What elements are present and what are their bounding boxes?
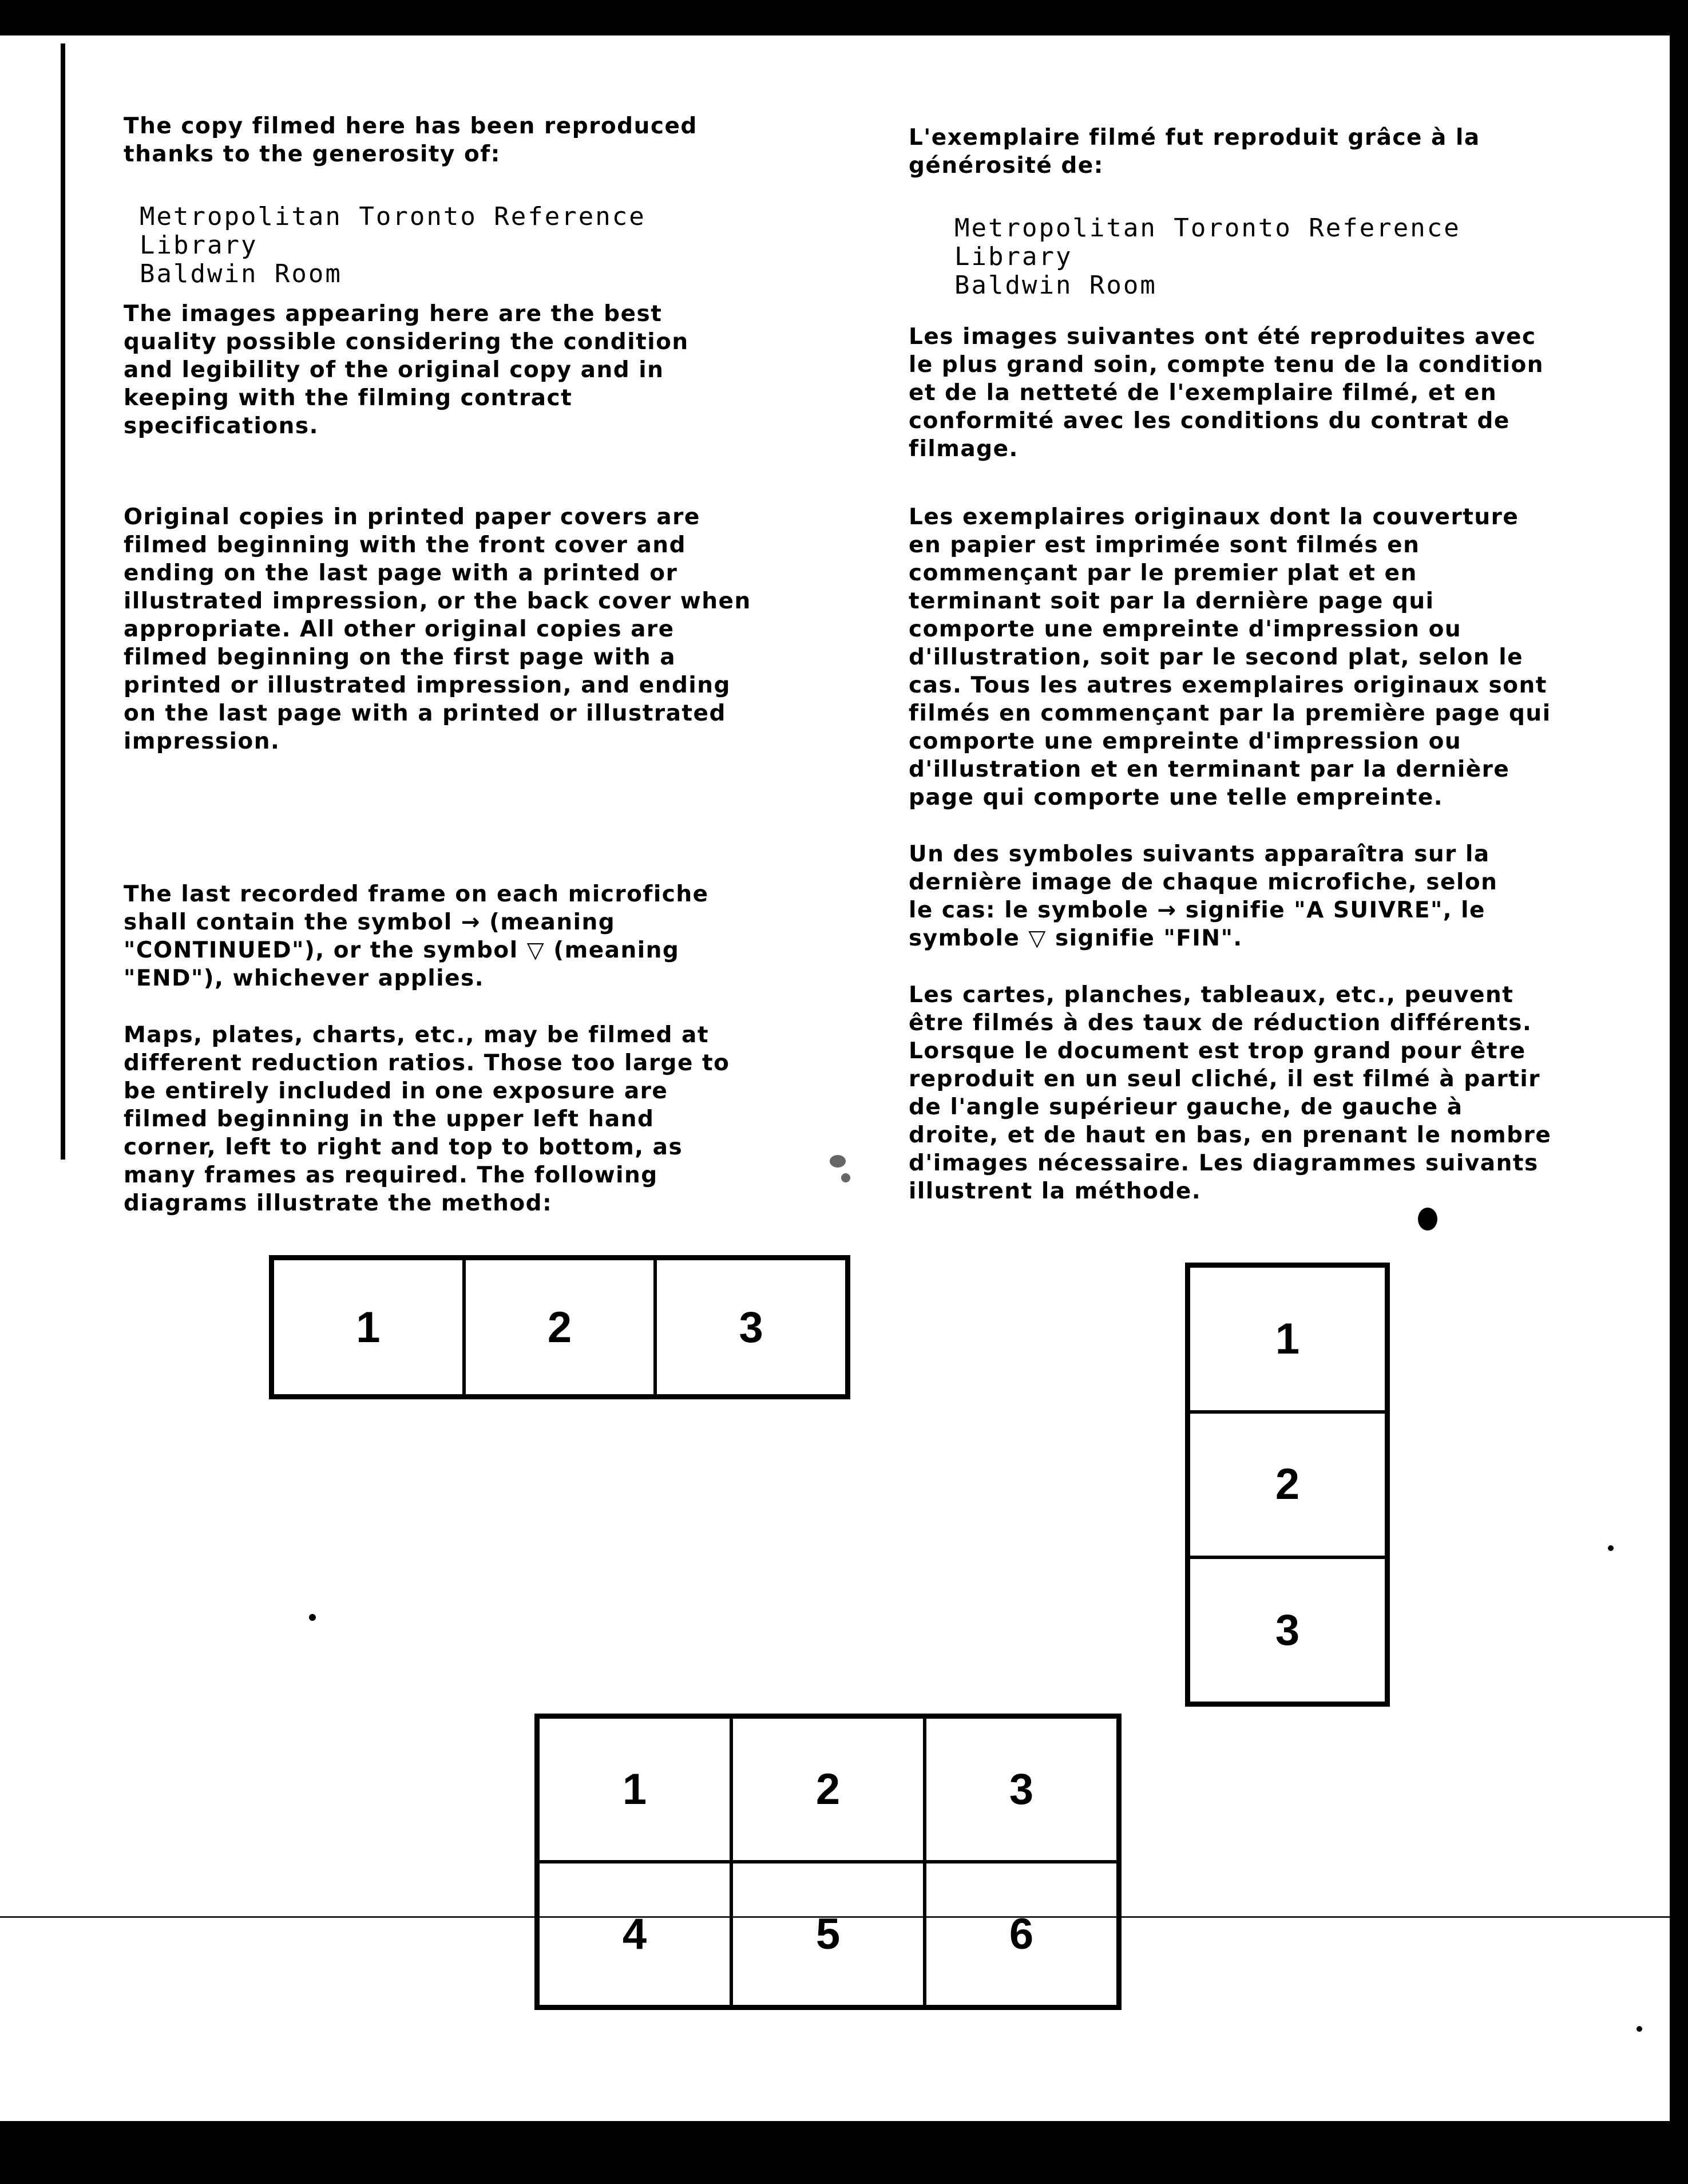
symbols-text-post: (meaning "END"), whichever applies. [124, 937, 680, 991]
diagram-horizontal-frames [269, 1255, 850, 1399]
frame-cell: 6 [925, 1862, 1118, 2007]
film-border-bottom [0, 2121, 1688, 2184]
frame-cell: 2 [731, 1717, 925, 1862]
quality-text: The images appearing here are the best quality possible considering the condition and legibility of the original copy and in keeping with the filming contract specifications. [124, 301, 689, 439]
left-margin-rule [61, 43, 65, 1160]
diagram-six-frames [534, 1714, 1122, 2010]
intro-text: The copy filmed here has been reproduced thanks to the generosity of: [124, 113, 698, 167]
symbols-text [124, 880, 742, 992]
symbols-text-fr [909, 840, 1498, 952]
symbols-text-fr-post: signifie "FIN". [1055, 925, 1243, 951]
library-room-fr: Baldwin Room [954, 271, 1157, 300]
end-triangle-icon: ▽ [526, 937, 545, 963]
originals-text: Original copies in printed paper covers are filmed beginning with the front cover and ending on the last page with a printed or illustrated impression, or the back cover when appropriate. All other original copies are filmed beginning on the first page with a printed or illustrated impression, and ending on the last page with a printed or illustrated impression. [124, 504, 751, 754]
diagram-vertical-frames [1185, 1263, 1390, 1707]
library-name-fr: Metropolitan Toronto Reference Library [954, 213, 1461, 271]
scan-speck [1608, 1545, 1614, 1551]
end-triangle-icon-fr: ▽ [1028, 925, 1047, 951]
frame-cell: 5 [731, 1862, 925, 2007]
film-border-top [0, 0, 1688, 35]
frame-cell: 3 [1188, 1557, 1386, 1703]
library-room: Baldwin Room [140, 259, 342, 288]
frame-cell: 1 [1188, 1266, 1386, 1412]
frame-cell: 4 [538, 1862, 731, 2007]
frame-cell: 1 [538, 1717, 731, 1862]
frame-cell: 2 [1188, 1412, 1386, 1558]
continued-arrow-icon: → [461, 909, 481, 935]
frame-cell: 3 [655, 1259, 847, 1396]
scan-speck [830, 1155, 846, 1168]
frame-cell: 1 [272, 1259, 464, 1396]
scan-speck [1637, 2026, 1642, 2032]
french-column [909, 124, 1572, 1205]
frame-cell: 2 [464, 1259, 656, 1396]
library-name: Metropolitan Toronto Reference Library [140, 202, 646, 260]
symbols-text-pre: The last recorded frame on each microfiche shall contain the symbol [124, 881, 709, 935]
english-column [124, 112, 764, 1217]
intro-text-fr: L'exemplaire filmé fut reproduit grâce à la générosité de: [909, 125, 1480, 179]
film-border-right [1670, 0, 1688, 2184]
frame-cell: 3 [925, 1717, 1118, 1862]
symbols-text-fr-pre: Un des symboles suivants apparaîtra sur la dernière image de chaque microfiche, selon le cas: le symbole [909, 841, 1498, 923]
symbols-text-fr-mid: signifie "A SUIVRE", le symbole [909, 897, 1485, 951]
continued-arrow-icon-fr: → [1157, 897, 1177, 923]
maps-text-fr: Les cartes, planches, tableaux, etc., peuvent être filmés à des taux de réduction différents. Lorsque le document est trop grand pour être reproduit en un seul cliché, il est filmé à partir de l'angle supérieur gauche, de gauche à droite, et de haut en bas, en prenant le nombre d'images nécessaire. Les diagrammes suivants illustrent la méthode. [909, 982, 1552, 1204]
scan-speck [309, 1614, 316, 1621]
scan-speck [841, 1173, 850, 1182]
quality-text-fr: Les images suivantes ont été reproduites avec le plus grand soin, compte tenu de la condition et de la netteté de l'exemplaire filmé, et en conformité avec les conditions du contrat de filmage. [909, 324, 1544, 462]
scan-speck [1418, 1208, 1437, 1231]
maps-text: Maps, plates, charts, etc., may be filmed at different reduction ratios. Those too large to be entirely included in one exposure are filmed beginning in the upper left hand corner, left to right and top to bottom, as many frames as required. The following diagrams illustrate the method: [124, 1022, 730, 1216]
originals-text-fr: Les exemplaires originaux dont la couverture en papier est imprimée sont filmés en commençant par le premier plat et en terminant soit par la dernière page qui comporte une empreinte d'impression ou d'illustration, soit par le second plat, selon le cas. Tous les autres exemplaires originaux sont filmés en commençant par la première page qui comporte une empreinte d'impression ou d'illustration et en terminant par la dernière page qui comporte une telle empreinte. [909, 504, 1551, 810]
symbols-text-mid: (meaning "CONTINUED"), or the symbol [124, 909, 616, 963]
